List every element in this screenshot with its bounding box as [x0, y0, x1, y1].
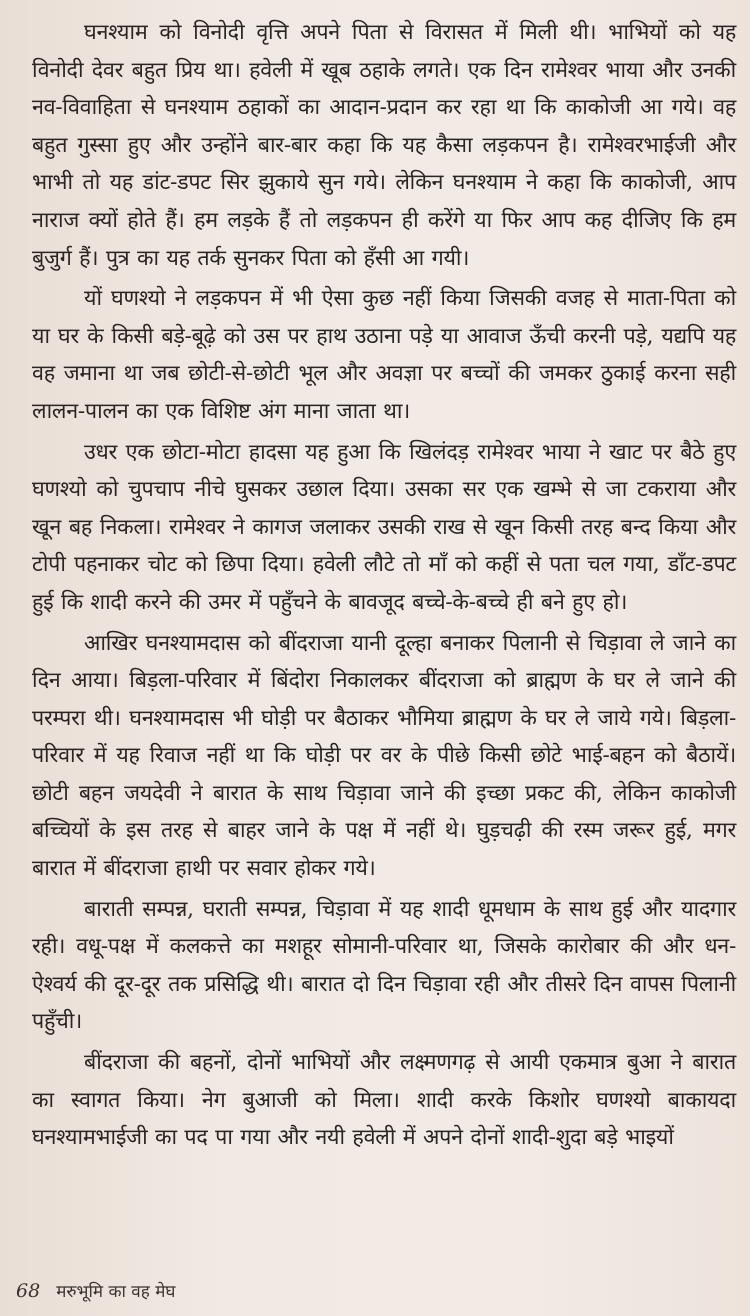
paragraph: उधर एक छोटा-मोटा हादसा यह हुआ कि खिलंदड़ रामेश्वर भाया ने खाट पर बैठे हुए घणश्यो को चुपचाप नीचे घुसकर उछाल दिया। उसका सर एक खम्भे से जा टकराया और खून बह निकला। रामेश्वर ने कागज जलाकर उसकी राख से खून किसी तरह बन्द किया और टोपी पहनाकर चोट को छिपा दिया। हवेली लौटे तो माँ को कहीं से पता चल गया, डाँट-डपट हुई कि शादी करने की उमर में पहुँचने के बावजूद बच्चे-के-बच्चे ही बने हुए हो। [32, 439, 736, 615]
page-number: 68 [16, 1280, 41, 1302]
paragraph: घनश्याम को विनोदी वृत्ति अपने पिता से विरासत में मिली थी। भाभियों को यह विनोदी देवर बहुत प्रिय था। हवेली में खूब ठहाके लगते। एक दिन रामेश्वर भाया और उनकी नव-विवाहिता से घनश्याम ठहाकों का आदान-प्रदान कर रहा था कि काकोजी आ गये। वह बहुत गुस्सा हुए और उन्होंने बार-बार कहा कि यह कैसा लड़कपन है। रामेश्वरभाईजी और भाभी तो यह डांट-डपट सिर झुकाये सुन गये। लेकिन घनश्याम ने कहा कि काकोजी, आप नाराज क्यों होते हैं। हम लड़के हैं तो लड़कपन ही करेंगे या फिर आप कह दीजिए कि हम बुजुर्ग हैं। पुत्र का यह तर्क सुनकर पिता को हँसी आ गयी। [32, 20, 736, 271]
paragraph: आखिर घनश्यामदास को बींदराजा यानी दूल्हा बनाकर पिलानी से चिड़ावा ले जाने का दिन आया। बिड़ला-परिवार में बिंदोरा निकालकर बींदराजा को ब्राह्मण के घर ले जाने की परम्परा थी। घनश्यामदास भी घोड़ी पर बैठाकर भौमिया ब्राह्मण के घर ले जाये गये। बिड़ला-परिवार में यह रिवाज नहीं था कि घोड़ी पर वर के पीछे किसी छोटे भाई-बहन को बैठायें। छोटी बहन जयदेवी ने बारात के साथ चिड़ावा जाने की इच्छा प्रकट की, लेकिन काकोजी बच्चियों के इस तरह से बाहर जाने के पक्ष में नहीं थे। घुड़चढ़ी की रस्म जरूर हुई, मगर बारात में बींदराजा हाथी पर सवार होकर गये। [32, 630, 736, 882]
page-text-body [32, 14, 736, 1157]
paragraph: बाराती सम्पन्न, घराती सम्पन्न, चिड़ावा में यह शादी धूमधाम के साथ हुई और यादगार रही। वधू-पक्ष में कलकत्ते का मशहूर सोमानी-परिवार था, जिसके कारोबार की और धन-ऐश्वर्य की दूर-दूर तक प्रसिद्धि थी। बारात दो दिन चिड़ावा रही और तीसरे दिन वापस पिलानी पहुँची। [32, 896, 736, 1035]
paragraph: यों घणश्यो ने लड़कपन में भी ऐसा कुछ नहीं किया जिसकी वजह से माता-पिता को या घर के किसी बड़े-बूढ़े को उस पर हाथ उठाना पड़े या आवाज ऊँची करनी पड़े, यद्यपि यह वह जमाना था जब छोटी-से-छोटी भूल और अवज्ञा पर बच्चों की जमकर ठुकाई करना सही लालन-पालन का एक विशिष्ट अंग माना जाता था। [32, 286, 736, 424]
running-title: मरुभूमि का वह मेघ [56, 1282, 176, 1302]
page-footer [16, 1279, 175, 1302]
paragraph: बींदराजा की बहनों, दोनों भाभियों और लक्ष्मणगढ़ से आयी एकमात्र बुआ ने बारात का स्वागत किया। नेग बुआजी को मिला। शादी करके किशोर घणश्यो बाकायदा घनश्यामभाईजी का पद पा गया और नयी हवेली में अपने दोनों शादी-शुदा बड़े भाइयों [32, 1050, 736, 1151]
